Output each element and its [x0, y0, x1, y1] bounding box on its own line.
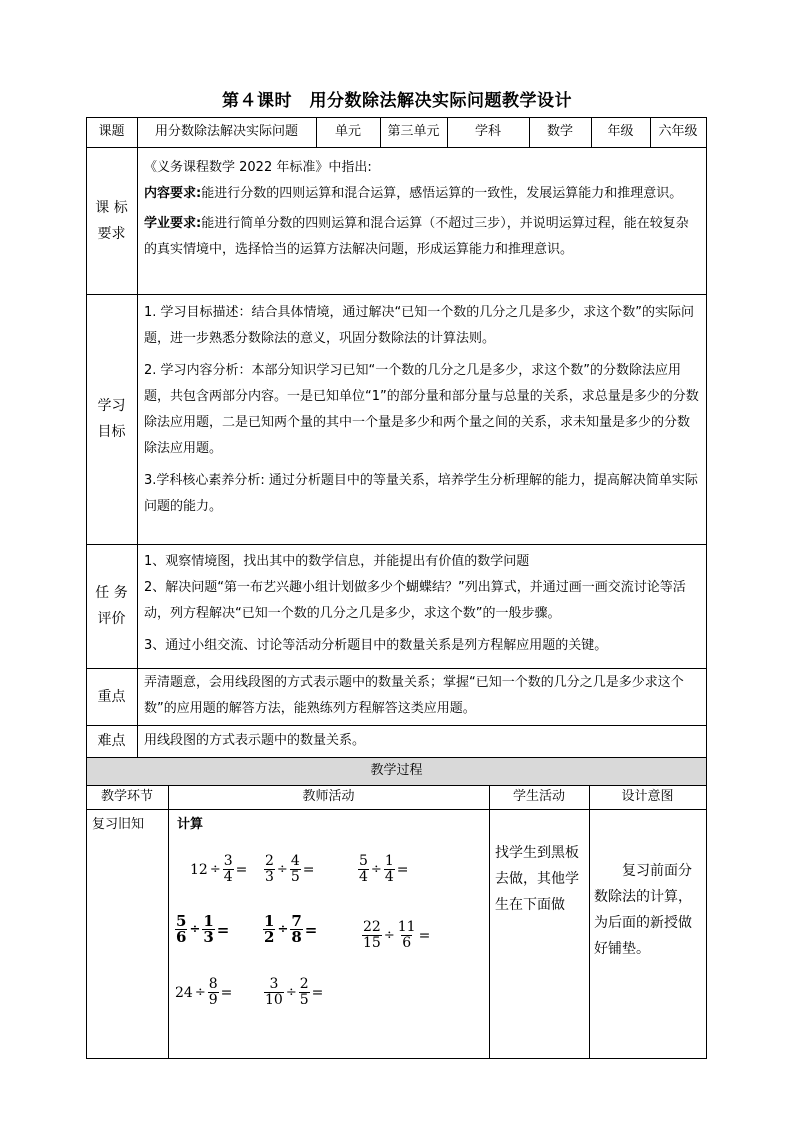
dividend-numerator: 1	[264, 912, 275, 930]
divisor-numerator: 4	[290, 853, 300, 869]
key-point-text: 弄清题意，会用线段图的方式表示题中的数量关系；掌握“已知一个数的几分之几是多少求这个数”的应用题的解答方法，能熟练列方程解答这类应用题。	[144, 675, 684, 716]
dividend-numerator: 5	[359, 853, 368, 869]
objective-core-literacy: 3.学科核心素养分析: 通过分析题目中的等量关系，培养学生分析理解的能力，提高解决简单实际问题的能力。	[144, 473, 698, 514]
divide-sign: ÷	[209, 862, 221, 877]
equals-sign: =	[235, 861, 248, 878]
teacher-heading-calc: 计算	[177, 817, 204, 832]
divisor-fraction	[290, 854, 301, 885]
divisor-fraction	[299, 977, 310, 1008]
objectives-label: 学习 目标	[97, 398, 126, 440]
divisor-fraction	[290, 914, 302, 945]
exercise-2	[264, 854, 314, 885]
stage-review: 复习旧知	[92, 817, 145, 832]
dividend-denominator: 15	[363, 935, 381, 951]
divide-sign: ÷	[285, 985, 297, 1000]
header-subject-label: 课题	[98, 124, 125, 139]
key-point-label: 重点	[97, 688, 126, 705]
divisor-denominator: 3	[203, 928, 214, 946]
exercise-5	[263, 914, 317, 945]
col-header-student: 学生活动	[512, 789, 565, 804]
header-grade-label: 年级	[607, 124, 634, 139]
header-unit-label: 单元	[334, 124, 361, 139]
design-intent: 复习前面分数除法的计算，为后面的新授做好铺垫。	[594, 863, 692, 957]
col-header-stage: 教学环节	[100, 789, 153, 804]
divide-sign: ÷	[194, 985, 206, 1000]
divide-sign: ÷	[276, 862, 288, 877]
divide-sign: ÷	[189, 922, 201, 937]
content-requirement: 内容要求:能进行分数的四则运算和混合运算，感悟运算的一致性，发展运算能力和推理意识。	[144, 186, 683, 201]
dividend-denominator: 10	[265, 992, 283, 1008]
divisor-fraction	[384, 854, 395, 885]
curriculum-standard-line: 《义务课程数学 2022 年标准》中指出:	[144, 160, 372, 175]
page-title: 第４课时 用分数除法解决实际问题教学设计	[222, 91, 572, 111]
divisor-numerator: 7	[291, 912, 302, 930]
divisor-denominator: 9	[208, 992, 218, 1008]
divisor-fraction	[208, 977, 219, 1008]
equals-sign: =	[304, 920, 318, 939]
divisor-numerator: 1	[203, 912, 214, 930]
dividend-numerator: 3	[269, 976, 279, 992]
header-discipline-label: 学科	[474, 124, 501, 139]
exercise-4	[175, 914, 229, 945]
exercise-8	[264, 977, 323, 1008]
curriculum-label: 课 标 要求	[95, 199, 128, 242]
objective-content-analysis: 2. 学习内容分析：本部分知识学习已知“一个数的几分之几是多少，求这个数”的分数除法应用题，共包含两部分内容。一是已知单位“1”的部分量和部分量与总量的关系，求总量是多少的分数除法应用题，二是已知两个量的其中一个量是多少和两个量之间的关系，求未知量是多少的分数除法应用题。	[144, 363, 699, 456]
equals-sign: =	[311, 984, 324, 1001]
dividend-numerator: 22	[363, 919, 381, 935]
difficulty-label: 难点	[97, 733, 126, 749]
exercise-6	[362, 920, 430, 951]
dividend-fraction	[264, 977, 284, 1008]
divisor-denominator: 6	[402, 935, 412, 951]
curriculum-content	[144, 155, 700, 263]
dividend-numerator: 2	[265, 853, 274, 869]
header-discipline-value: 数学	[546, 124, 573, 139]
task-3: 3、通过小组交流、讨论等活动分析题目中的数量关系是列方程解应用题的关键。	[144, 638, 608, 653]
dividend-denominator: 3	[265, 869, 274, 885]
dividend-denominator: 2	[264, 928, 275, 946]
dividend-fraction	[358, 854, 369, 885]
divisor-denominator: 4	[223, 869, 233, 885]
divisor-numerator: 3	[223, 853, 233, 869]
dividend-integer: 24	[175, 984, 193, 1001]
exercise-3	[358, 854, 408, 885]
dividend-fraction	[362, 920, 382, 951]
dividend-fraction	[263, 914, 275, 945]
tasks-content	[144, 549, 700, 659]
divisor-fraction	[223, 854, 234, 885]
col-header-intent: 设计意图	[621, 789, 674, 804]
divisor-numerator: 11	[397, 919, 416, 935]
divisor-denominator: 5	[299, 992, 309, 1008]
divisor-numerator: 2	[299, 976, 309, 992]
equals-sign: =	[418, 927, 431, 944]
header-grade-value: 六年级	[658, 124, 698, 139]
divisor-numerator: 8	[208, 976, 218, 992]
objective-description: 1. 学习目标描述：结合具体情境，通过解决“已知一个数的几分之几是多少，求这个数”的实际问题，进一步熟悉分数除法的意义，巩固分数除法的计算法则。	[144, 305, 695, 346]
equals-sign: =	[216, 920, 230, 939]
divisor-denominator: 5	[290, 869, 300, 885]
header-unit-value: 第三单元	[387, 124, 440, 139]
divisor-denominator: 8	[291, 928, 302, 946]
task-1: 1、观察情境图，找出其中的数学信息，并能提出有价值的数学问题	[144, 554, 530, 569]
divisor-numerator: 1	[384, 853, 394, 869]
process-banner: 教学过程	[370, 763, 423, 778]
dividend-fraction	[175, 914, 187, 945]
difficulty-text: 用线段图的方式表示题中的数量关系。	[144, 733, 366, 748]
dividend-fraction	[264, 854, 275, 885]
header-subject-value: 用分数除法解决实际问题	[154, 124, 298, 139]
equals-sign: =	[396, 861, 409, 878]
divide-sign: ÷	[277, 922, 289, 937]
academic-requirement: 学业要求:能进行简单分数的四则运算和混合运算（不超过三步），并说明运算过程，能在较复杂的真实情境中，选择恰当的运算方法解决问题，形成运算能力和推理意识。	[144, 216, 689, 257]
col-header-teacher: 教师活动	[302, 789, 355, 804]
student-activity: 找学生到黑板去做，其他学生在下面做	[495, 845, 579, 913]
objectives-content	[144, 300, 700, 520]
dividend-denominator: 6	[176, 928, 187, 946]
exercise-7	[175, 977, 232, 1008]
exercise-1	[190, 854, 247, 885]
equals-sign: =	[302, 861, 315, 878]
dividend-numerator: 5	[176, 912, 187, 930]
task-2: 2、解决问题“第一布艺兴趣小组计划做多少个蝴蝶结？”列出算式，并通过画一画交流讨论等活动，列方程解决“已知一个数的几分之几是多少，求这个数”的一般步骤。	[144, 580, 686, 621]
dividend-integer: 12	[190, 861, 208, 878]
equals-sign: =	[220, 984, 233, 1001]
divisor-denominator: 4	[384, 869, 394, 885]
dividend-denominator: 4	[359, 869, 368, 885]
divisor-fraction	[202, 914, 214, 945]
divide-sign: ÷	[370, 862, 382, 877]
tasks-label: 任 务 评价	[95, 585, 128, 627]
divisor-fraction	[397, 920, 417, 951]
divide-sign: ÷	[383, 928, 395, 943]
